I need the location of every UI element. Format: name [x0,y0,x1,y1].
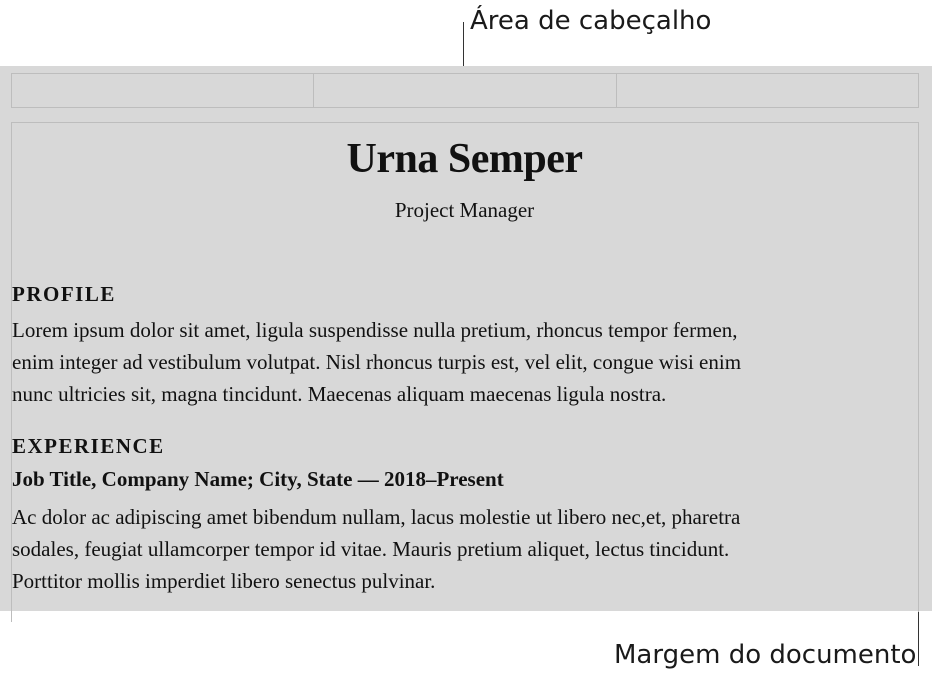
experience-paragraph-line: Porttitor mollis imperdiet libero senectus pulvinar. [12,569,436,593]
header-cell-right[interactable] [617,74,918,107]
header-area-leader-line [463,22,464,72]
resume-subtitle: Project Manager [394,198,535,222]
document-body[interactable] [11,122,919,622]
experience-paragraph-line: Ac dolor ac adipiscing amet bibendum nullam, lacus molestie ut libero nec,et, pharetra [12,505,741,529]
profile-paragraph-line: Lorem ipsum dolor sit amet, ligula suspendisse nulla pretium, rhoncus tempor fermen, [12,318,738,342]
header-cell-left[interactable] [12,74,314,107]
profile-paragraph-line: enim integer ad vestibulum volutpat. Nisl rhoncus turpis est, vel elit, congue wisi enim [12,350,742,374]
document-margin-leader-line [918,612,919,666]
job-title-line: Job Title, Company Name; City, State — 2018–Present [12,467,504,491]
profile-paragraph-line: nunc ultricies sit, magna tincidunt. Maecenas aliquam maecenas ligula nostra. [12,382,667,406]
header-cell-center[interactable] [314,74,616,107]
header-area-callout-label: Área de cabeçalho [470,6,712,36]
header-area[interactable] [11,73,919,108]
profile-heading: PROFILE [12,282,116,306]
experience-paragraph-line: sodales, feugiat ullamcorper tempor id vitae. Mauris pretium aliquet, lectus tincidunt. [12,537,730,561]
experience-heading: EXPERIENCE [12,434,165,458]
document-margin-callout-label: Margem do documento [614,640,917,670]
document-page [0,66,932,611]
resume-name: Urna Semper [346,136,583,182]
